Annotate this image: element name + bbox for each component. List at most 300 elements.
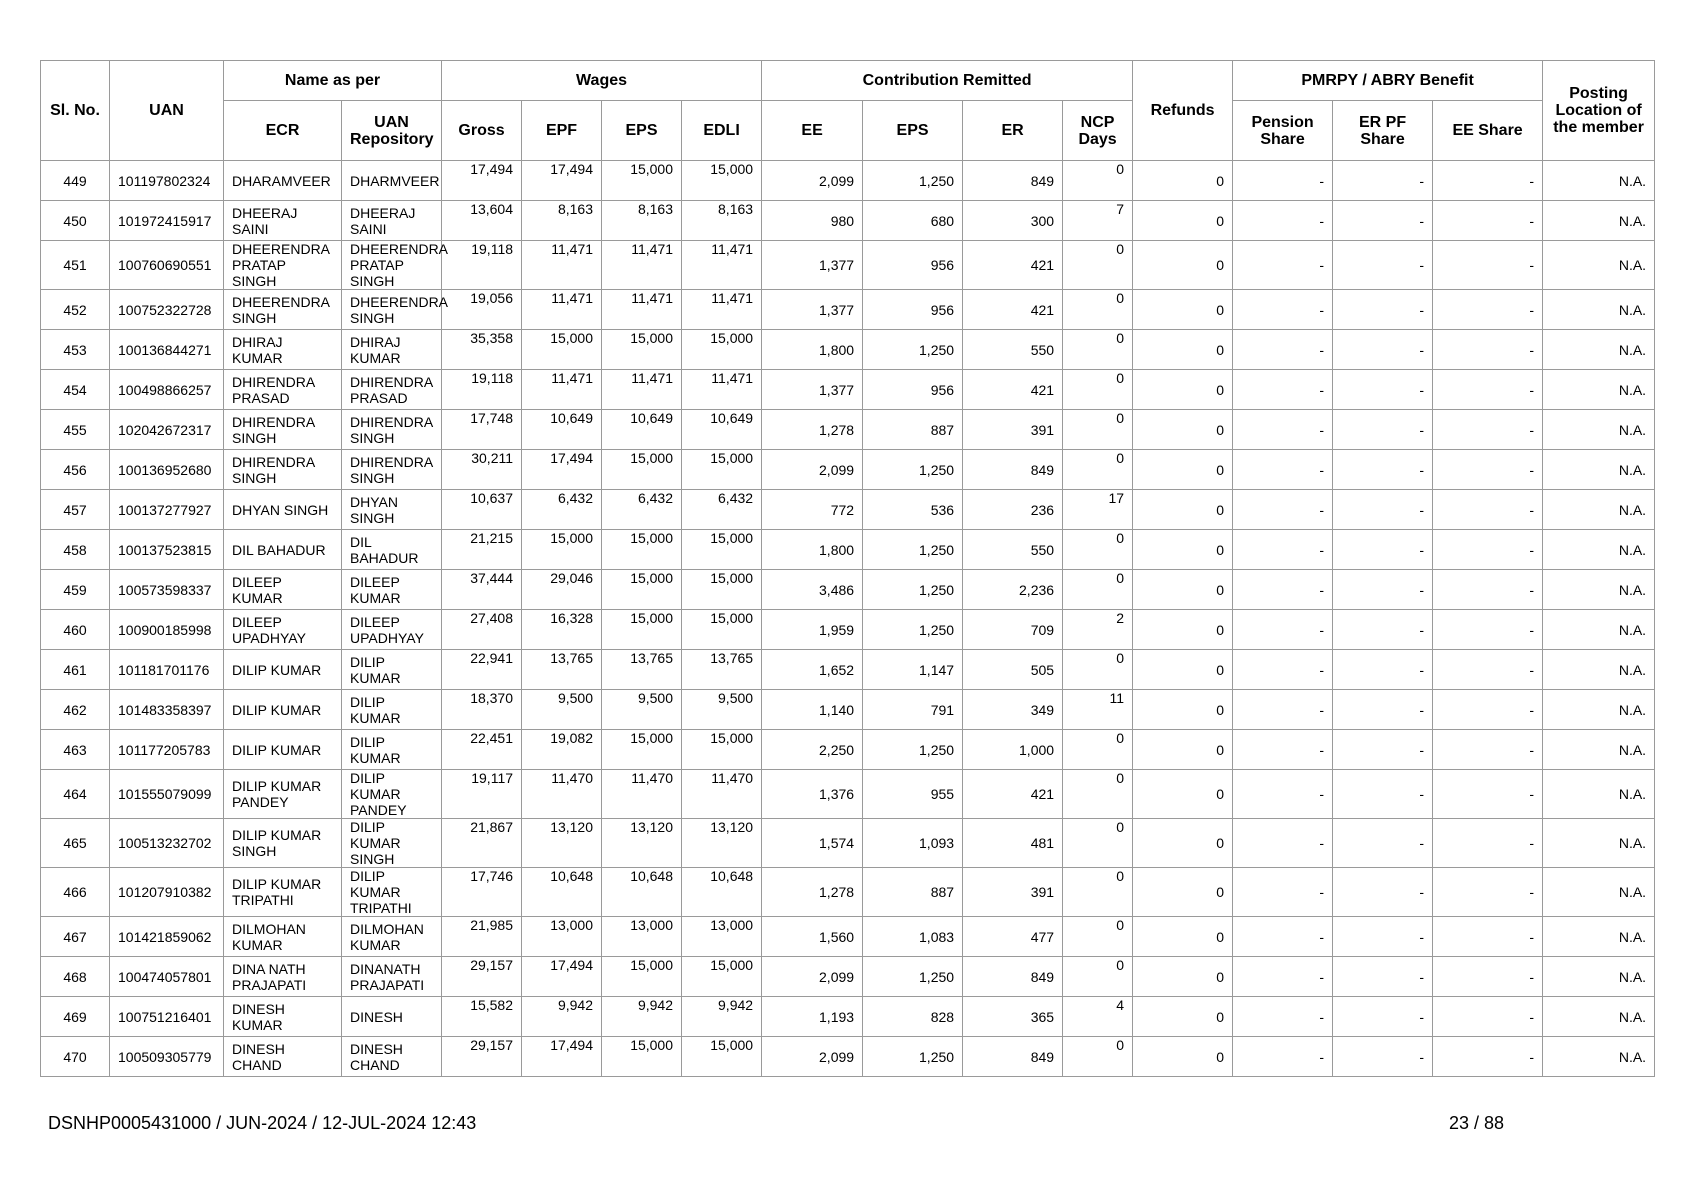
header-ee-share: EE Share (1433, 101, 1543, 161)
table-row (41, 868, 1655, 917)
table-row (41, 917, 1655, 957)
cell-er-pf-share: - (1333, 370, 1433, 410)
header-wages: Wages (442, 61, 762, 101)
cell-ee: 2,250 (762, 730, 863, 770)
cell-pension-share: - (1233, 370, 1333, 410)
cell-ee: 1,140 (762, 690, 863, 730)
cell-uan: 102042672317 (110, 410, 224, 450)
cell-gross: 37,444 (442, 570, 522, 610)
cell-uan: 100900185998 (110, 610, 224, 650)
cell-edli: 15,000 (682, 450, 762, 490)
cell-edli: 15,000 (682, 530, 762, 570)
cell-gross: 19,118 (442, 241, 522, 290)
cell-uan: 100751216401 (110, 997, 224, 1037)
cell-pension-share: - (1233, 770, 1333, 819)
cell-ee: 3,486 (762, 570, 863, 610)
cell-uan-repository-name: DHEERENDRA PRATAP SINGH (342, 241, 442, 290)
cell-er: 349 (963, 690, 1063, 730)
cell-posting-location: N.A. (1543, 1037, 1655, 1077)
cell-gross: 21,867 (442, 819, 522, 868)
cell-eps: 11,471 (602, 241, 682, 290)
cell-ee: 1,377 (762, 241, 863, 290)
cell-pension-share: - (1233, 330, 1333, 370)
cell-edli: 11,471 (682, 290, 762, 330)
cell-ncp-days: 0 (1063, 819, 1133, 868)
cell-ee-share: - (1433, 997, 1543, 1037)
cell-gross: 22,451 (442, 730, 522, 770)
cell-ncp-days: 0 (1063, 530, 1133, 570)
cell-posting-location: N.A. (1543, 410, 1655, 450)
cell-edli: 10,648 (682, 868, 762, 917)
cell-epf: 15,000 (522, 330, 602, 370)
cell-ee-share: - (1433, 201, 1543, 241)
cell-eps: 9,942 (602, 997, 682, 1037)
cell-edli: 15,000 (682, 610, 762, 650)
cell-ee-share: - (1433, 490, 1543, 530)
cell-posting-location: N.A. (1543, 868, 1655, 917)
cell-er-pf-share: - (1333, 650, 1433, 690)
cell-gross: 21,215 (442, 530, 522, 570)
cell-eps: 8,163 (602, 201, 682, 241)
cell-ecr-name: DHEERENDRA SINGH (224, 290, 342, 330)
cell-refunds: 0 (1133, 650, 1233, 690)
cell-uan-repository-name: DHEERENDRA SINGH (342, 290, 442, 330)
cell-refunds: 0 (1133, 690, 1233, 730)
cell-er-pf-share: - (1333, 450, 1433, 490)
cell-contribution-eps: 1,093 (863, 819, 963, 868)
cell-refunds: 0 (1133, 917, 1233, 957)
cell-refunds: 0 (1133, 997, 1233, 1037)
cell-er-pf-share: - (1333, 201, 1433, 241)
cell-er: 1,000 (963, 730, 1063, 770)
cell-uan: 100752322728 (110, 290, 224, 330)
cell-ee: 2,099 (762, 957, 863, 997)
cell-ee: 1,377 (762, 370, 863, 410)
cell-ee-share: - (1433, 819, 1543, 868)
cell-ee-share: - (1433, 868, 1543, 917)
cell-posting-location: N.A. (1543, 997, 1655, 1037)
cell-ee-share: - (1433, 330, 1543, 370)
cell-er: 477 (963, 917, 1063, 957)
cell-uan-repository-name: DILEEP KUMAR (342, 570, 442, 610)
cell-posting-location: N.A. (1543, 530, 1655, 570)
header-uan-repository: UAN Repository (342, 101, 442, 161)
cell-pension-share: - (1233, 530, 1333, 570)
cell-edli: 15,000 (682, 330, 762, 370)
cell-posting-location: N.A. (1543, 490, 1655, 530)
cell-refunds: 0 (1133, 530, 1233, 570)
cell-ee: 1,278 (762, 410, 863, 450)
cell-ecr-name: DHEERAJ SAINI (224, 201, 342, 241)
cell-posting-location: N.A. (1543, 241, 1655, 290)
cell-sl-no: 468 (41, 957, 110, 997)
cell-ee-share: - (1433, 290, 1543, 330)
cell-ncp-days: 0 (1063, 957, 1133, 997)
cell-sl-no: 465 (41, 819, 110, 868)
cell-sl-no: 462 (41, 690, 110, 730)
cell-uan: 101555079099 (110, 770, 224, 819)
cell-ee: 2,099 (762, 1037, 863, 1077)
cell-ecr-name: DILMOHAN KUMAR (224, 917, 342, 957)
cell-contribution-eps: 1,250 (863, 730, 963, 770)
cell-ncp-days: 0 (1063, 161, 1133, 201)
cell-uan-repository-name: DILIP KUMAR PANDEY (342, 770, 442, 819)
cell-refunds: 0 (1133, 370, 1233, 410)
table-row (41, 770, 1655, 819)
cell-epf: 9,942 (522, 997, 602, 1037)
cell-er-pf-share: - (1333, 530, 1433, 570)
cell-ee: 1,800 (762, 530, 863, 570)
cell-edli: 11,470 (682, 770, 762, 819)
cell-ee-share: - (1433, 570, 1543, 610)
cell-uan: 101421859062 (110, 917, 224, 957)
cell-sl-no: 459 (41, 570, 110, 610)
cell-eps: 11,471 (602, 370, 682, 410)
cell-posting-location: N.A. (1543, 610, 1655, 650)
table-row (41, 957, 1655, 997)
cell-er: 849 (963, 957, 1063, 997)
cell-ncp-days: 0 (1063, 650, 1133, 690)
cell-ee-share: - (1433, 957, 1543, 997)
cell-uan-repository-name: DILIP KUMAR (342, 690, 442, 730)
cell-er-pf-share: - (1333, 490, 1433, 530)
header-posting-location: Posting Location of the member (1543, 61, 1655, 161)
cell-ee-share: - (1433, 610, 1543, 650)
cell-ecr-name: DILEEP KUMAR (224, 570, 342, 610)
cell-uan-repository-name: DHIRENDRA SINGH (342, 450, 442, 490)
cell-ee-share: - (1433, 917, 1543, 957)
cell-uan-repository-name: DINESH (342, 997, 442, 1037)
cell-ee: 980 (762, 201, 863, 241)
cell-epf: 15,000 (522, 530, 602, 570)
cell-pension-share: - (1233, 201, 1333, 241)
cell-posting-location: N.A. (1543, 201, 1655, 241)
cell-epf: 13,765 (522, 650, 602, 690)
cell-er: 236 (963, 490, 1063, 530)
header-pension-share: Pension Share (1233, 101, 1333, 161)
cell-ecr-name: DIL BAHADUR (224, 530, 342, 570)
cell-epf: 10,649 (522, 410, 602, 450)
cell-contribution-eps: 887 (863, 410, 963, 450)
cell-epf: 17,494 (522, 161, 602, 201)
cell-uan: 101197802324 (110, 161, 224, 201)
cell-uan-repository-name: DIL BAHADUR (342, 530, 442, 570)
cell-pension-share: - (1233, 570, 1333, 610)
cell-contribution-eps: 680 (863, 201, 963, 241)
cell-refunds: 0 (1133, 490, 1233, 530)
table-row (41, 241, 1655, 290)
cell-uan: 100760690551 (110, 241, 224, 290)
cell-epf: 17,494 (522, 450, 602, 490)
cell-epf: 10,648 (522, 868, 602, 917)
cell-edli: 15,000 (682, 730, 762, 770)
cell-uan: 101483358397 (110, 690, 224, 730)
table-row (41, 330, 1655, 370)
cell-er: 421 (963, 770, 1063, 819)
cell-er-pf-share: - (1333, 957, 1433, 997)
cell-eps: 11,470 (602, 770, 682, 819)
table-header (41, 61, 1655, 161)
cell-ncp-days: 0 (1063, 868, 1133, 917)
cell-uan-repository-name: DILIP KUMAR SINGH (342, 819, 442, 868)
cell-pension-share: - (1233, 650, 1333, 690)
document-reference: DSNHP0005431000 / JUN-2024 / 12-JUL-2024 12:43 (48, 1113, 477, 1133)
cell-er: 421 (963, 370, 1063, 410)
cell-er: 849 (963, 1037, 1063, 1077)
cell-sl-no: 463 (41, 730, 110, 770)
cell-uan: 100509305779 (110, 1037, 224, 1077)
cell-refunds: 0 (1133, 868, 1233, 917)
header-pmrpy-abry: PMRPY / ABRY Benefit (1233, 61, 1543, 101)
cell-ecr-name: DHEERENDRA PRATAP SINGH (224, 241, 342, 290)
cell-pension-share: - (1233, 690, 1333, 730)
cell-ncp-days: 0 (1063, 450, 1133, 490)
cell-gross: 29,157 (442, 957, 522, 997)
cell-ee-share: - (1433, 690, 1543, 730)
cell-refunds: 0 (1133, 730, 1233, 770)
cell-contribution-eps: 956 (863, 290, 963, 330)
header-ecr: ECR (224, 101, 342, 161)
table-row (41, 370, 1655, 410)
cell-uan: 101207910382 (110, 868, 224, 917)
cell-refunds: 0 (1133, 770, 1233, 819)
cell-gross: 30,211 (442, 450, 522, 490)
cell-uan: 101181701176 (110, 650, 224, 690)
cell-posting-location: N.A. (1543, 330, 1655, 370)
cell-ee-share: - (1433, 370, 1543, 410)
cell-epf: 11,471 (522, 370, 602, 410)
header-refunds: Refunds (1133, 61, 1233, 161)
cell-posting-location: N.A. (1543, 370, 1655, 410)
cell-ecr-name: DILIP KUMAR SINGH (224, 819, 342, 868)
cell-posting-location: N.A. (1543, 450, 1655, 490)
cell-sl-no: 449 (41, 161, 110, 201)
cell-ee-share: - (1433, 730, 1543, 770)
cell-contribution-eps: 1,250 (863, 1037, 963, 1077)
cell-uan: 100474057801 (110, 957, 224, 997)
cell-ee: 1,278 (762, 868, 863, 917)
cell-pension-share: - (1233, 957, 1333, 997)
cell-ncp-days: 4 (1063, 997, 1133, 1037)
cell-refunds: 0 (1133, 1037, 1233, 1077)
cell-eps: 15,000 (602, 730, 682, 770)
cell-pension-share: - (1233, 290, 1333, 330)
table-row (41, 650, 1655, 690)
table-row (41, 161, 1655, 201)
cell-ncp-days: 11 (1063, 690, 1133, 730)
cell-gross: 17,746 (442, 868, 522, 917)
cell-sl-no: 453 (41, 330, 110, 370)
cell-pension-share: - (1233, 868, 1333, 917)
cell-ee: 1,652 (762, 650, 863, 690)
cell-ee-share: - (1433, 161, 1543, 201)
cell-edli: 15,000 (682, 1037, 762, 1077)
cell-ee-share: - (1433, 410, 1543, 450)
cell-ecr-name: DINESH KUMAR (224, 997, 342, 1037)
cell-contribution-eps: 1,083 (863, 917, 963, 957)
cell-ee: 1,193 (762, 997, 863, 1037)
cell-contribution-eps: 536 (863, 490, 963, 530)
cell-contribution-eps: 1,250 (863, 450, 963, 490)
cell-ncp-days: 0 (1063, 241, 1133, 290)
cell-refunds: 0 (1133, 201, 1233, 241)
cell-refunds: 0 (1133, 161, 1233, 201)
cell-epf: 29,046 (522, 570, 602, 610)
cell-gross: 19,117 (442, 770, 522, 819)
header-epf: EPF (522, 101, 602, 161)
cell-ecr-name: DILIP KUMAR (224, 690, 342, 730)
cell-ee-share: - (1433, 530, 1543, 570)
cell-sl-no: 470 (41, 1037, 110, 1077)
cell-posting-location: N.A. (1543, 290, 1655, 330)
cell-ncp-days: 0 (1063, 370, 1133, 410)
table-row (41, 819, 1655, 868)
header-name-as-per: Name as per (224, 61, 442, 101)
cell-eps: 13,120 (602, 819, 682, 868)
cell-uan-repository-name: DILIP KUMAR TRIPATHI (342, 868, 442, 917)
cell-contribution-eps: 956 (863, 370, 963, 410)
header-er-pf-share: ER PF Share (1333, 101, 1433, 161)
header-eps: EPS (602, 101, 682, 161)
cell-posting-location: N.A. (1543, 957, 1655, 997)
cell-refunds: 0 (1133, 290, 1233, 330)
cell-refunds: 0 (1133, 570, 1233, 610)
cell-uan-repository-name: DHIRENDRA SINGH (342, 410, 442, 450)
cell-ee: 772 (762, 490, 863, 530)
cell-uan: 100573598337 (110, 570, 224, 610)
cell-eps: 15,000 (602, 530, 682, 570)
cell-edli: 6,432 (682, 490, 762, 530)
cell-edli: 10,649 (682, 410, 762, 450)
cell-uan-repository-name: DILEEP UPADHYAY (342, 610, 442, 650)
cell-ecr-name: DHIRENDRA SINGH (224, 450, 342, 490)
cell-ncp-days: 0 (1063, 917, 1133, 957)
cell-refunds: 0 (1133, 610, 1233, 650)
cell-eps: 15,000 (602, 330, 682, 370)
cell-pension-share: - (1233, 610, 1333, 650)
cell-refunds: 0 (1133, 330, 1233, 370)
cell-pension-share: - (1233, 241, 1333, 290)
cell-edli: 15,000 (682, 957, 762, 997)
table-row (41, 730, 1655, 770)
cell-ncp-days: 0 (1063, 290, 1133, 330)
cell-refunds: 0 (1133, 819, 1233, 868)
cell-edli: 15,000 (682, 570, 762, 610)
cell-sl-no: 455 (41, 410, 110, 450)
cell-ecr-name: DHYAN SINGH (224, 490, 342, 530)
cell-uan-repository-name: DHYAN SINGH (342, 490, 442, 530)
cell-er: 2,236 (963, 570, 1063, 610)
cell-gross: 18,370 (442, 690, 522, 730)
cell-ee: 2,099 (762, 450, 863, 490)
table-body (41, 161, 1655, 1077)
cell-sl-no: 460 (41, 610, 110, 650)
cell-er: 849 (963, 161, 1063, 201)
cell-epf: 9,500 (522, 690, 602, 730)
cell-er: 709 (963, 610, 1063, 650)
cell-epf: 11,470 (522, 770, 602, 819)
header-edli: EDLI (682, 101, 762, 161)
table-row (41, 410, 1655, 450)
cell-gross: 10,637 (442, 490, 522, 530)
cell-sl-no: 469 (41, 997, 110, 1037)
cell-sl-no: 456 (41, 450, 110, 490)
cell-epf: 17,494 (522, 1037, 602, 1077)
cell-gross: 22,941 (442, 650, 522, 690)
cell-eps: 15,000 (602, 161, 682, 201)
cell-er: 550 (963, 330, 1063, 370)
cell-ncp-days: 7 (1063, 201, 1133, 241)
cell-ee: 1,376 (762, 770, 863, 819)
cell-ecr-name: DINA NATH PRAJAPATI (224, 957, 342, 997)
cell-gross: 19,118 (442, 370, 522, 410)
cell-refunds: 0 (1133, 957, 1233, 997)
cell-ecr-name: DILIP KUMAR TRIPATHI (224, 868, 342, 917)
cell-ecr-name: DHIRENDRA SINGH (224, 410, 342, 450)
cell-er-pf-share: - (1333, 610, 1433, 650)
cell-er-pf-share: - (1333, 690, 1433, 730)
cell-er-pf-share: - (1333, 290, 1433, 330)
cell-contribution-eps: 1,147 (863, 650, 963, 690)
cell-contribution-eps: 1,250 (863, 570, 963, 610)
cell-sl-no: 458 (41, 530, 110, 570)
cell-er-pf-share: - (1333, 770, 1433, 819)
page-number: 23 / 88 (1449, 1113, 1505, 1133)
cell-pension-share: - (1233, 410, 1333, 450)
cell-posting-location: N.A. (1543, 690, 1655, 730)
cell-uan-repository-name: DHIRAJ KUMAR (342, 330, 442, 370)
cell-pension-share: - (1233, 997, 1333, 1037)
cell-ncp-days: 17 (1063, 490, 1133, 530)
cell-eps: 15,000 (602, 957, 682, 997)
cell-eps: 10,649 (602, 410, 682, 450)
cell-uan-repository-name: DHIRENDRA PRASAD (342, 370, 442, 410)
cell-edli: 9,942 (682, 997, 762, 1037)
cell-ee-share: - (1433, 1037, 1543, 1077)
cell-ee: 2,099 (762, 161, 863, 201)
cell-pension-share: - (1233, 819, 1333, 868)
cell-contribution-eps: 955 (863, 770, 963, 819)
cell-epf: 11,471 (522, 241, 602, 290)
cell-epf: 13,120 (522, 819, 602, 868)
cell-ncp-days: 0 (1063, 1037, 1133, 1077)
cell-er-pf-share: - (1333, 330, 1433, 370)
cell-uan-repository-name: DHARMVEER (342, 161, 442, 201)
cell-eps: 11,471 (602, 290, 682, 330)
cell-ee-share: - (1433, 241, 1543, 290)
cell-ecr-name: DHIRAJ KUMAR (224, 330, 342, 370)
table-row (41, 450, 1655, 490)
table-row (41, 1037, 1655, 1077)
cell-refunds: 0 (1133, 450, 1233, 490)
cell-er-pf-share: - (1333, 997, 1433, 1037)
cell-pension-share: - (1233, 161, 1333, 201)
cell-er: 365 (963, 997, 1063, 1037)
cell-posting-location: N.A. (1543, 917, 1655, 957)
cell-edli: 13,000 (682, 917, 762, 957)
cell-edli: 11,471 (682, 370, 762, 410)
table-row (41, 610, 1655, 650)
cell-ee: 1,959 (762, 610, 863, 650)
cell-sl-no: 451 (41, 241, 110, 290)
cell-posting-location: N.A. (1543, 770, 1655, 819)
table-row (41, 690, 1655, 730)
cell-er: 550 (963, 530, 1063, 570)
cell-uan: 100498866257 (110, 370, 224, 410)
cell-gross: 17,748 (442, 410, 522, 450)
cell-edli: 13,765 (682, 650, 762, 690)
cell-gross: 21,985 (442, 917, 522, 957)
